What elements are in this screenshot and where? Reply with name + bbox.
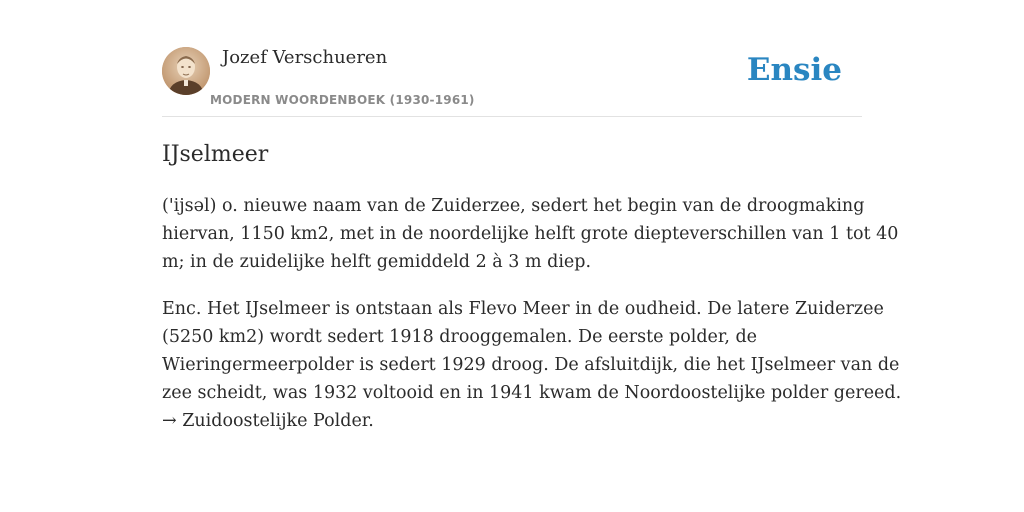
definition-line: hiervan, 1150 km2, met in de noordelijke helft grote diepteverschillen van 1 tot 40 (162, 224, 899, 244)
author-name[interactable]: Jozef Verschueren (222, 47, 388, 68)
encyclopedia-line: Wieringermeerpolder is sedert 1929 droog. De afsluitdijk, die het IJselmeer van de (162, 355, 900, 375)
page-content (162, 0, 902, 512)
definition-line: ('ijsəl) o. nieuwe naam van de Zuiderzee, sedert het begin van de droogmaking (162, 196, 865, 216)
entry-encyclopedia (162, 295, 902, 435)
entry-definition (162, 192, 899, 276)
portrait-icon (162, 47, 210, 95)
encyclopedia-line: (5250 km2) wordt sedert 1918 drooggemalen. De eerste polder, de (162, 327, 758, 347)
brand-logo[interactable]: Ensie (746, 52, 842, 88)
cross-reference-link[interactable]: → Zuidoostelijke Polder. (162, 411, 374, 431)
source-label[interactable]: MODERN WOORDENBOEK (1930-1961) (210, 93, 475, 107)
entry-title: IJselmeer (162, 142, 269, 167)
encyclopedia-line: Enc. Het IJselmeer is ontstaan als Flevo Meer in de oudheid. De latere Zuiderzee (162, 299, 884, 319)
entry-header (162, 46, 862, 117)
author-avatar[interactable] (162, 47, 210, 95)
encyclopedia-line: zee scheidt, was 1932 voltooid en in 1941 kwam de Noordoostelijke polder gereed. (162, 383, 902, 403)
definition-line: m; in de zuidelijke helft gemiddeld 2 à 3 m diep. (162, 252, 592, 272)
